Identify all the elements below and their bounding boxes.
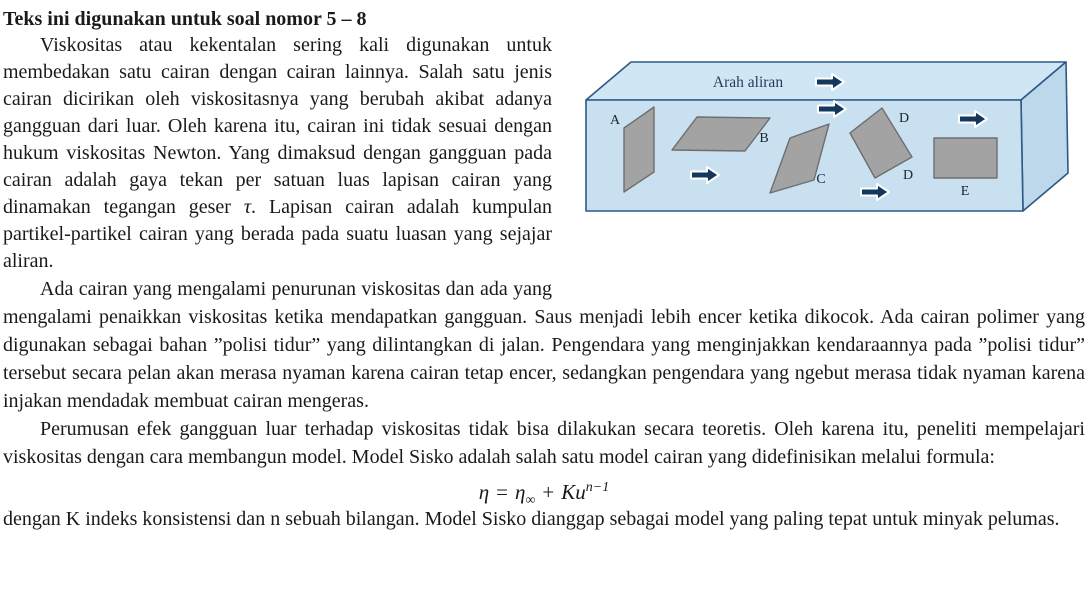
document-heading: Teks ini digunakan untuk soal nomor 5 – 8 — [3, 8, 367, 30]
fluid-flow-diagram — [582, 35, 1085, 217]
sisko-formula — [3, 471, 1085, 509]
formula-plus: + — [542, 480, 555, 504]
flow-direction-label: Arah aliran — [712, 74, 784, 91]
layer-label-a: A — [609, 113, 621, 128]
layer-label-c: C — [816, 172, 826, 187]
paragraph-viscosity-examples: Ada cairan yang mengalami penurunan viskositas dan ada yang mengalami penaikkan viskositas ketika mendapatkan gangguan. Saus menjadi lebih encer ketika dikocok. Ada cairan polimer yang digunakan sebagai bahan ”polisi tidur” yang dilintangkan di jalan. Pengendara yang menginjakkan kendaraannya pada ”polisi tidur” tersebut secara pelan akan merasa nyaman karena cairan tetap encer, sedangkan pengendara yang ngebut merasa tidak nyaman karena injakan mendadak membuat cairan mengeras. — [3, 278, 1085, 412]
layer-label-d-top: D — [898, 111, 910, 126]
tau-symbol: τ — [243, 196, 252, 218]
formula-coefficient: Ku — [561, 480, 586, 504]
formula-equals: = — [496, 480, 509, 504]
formula-infinity-subscript: ∞ — [525, 493, 536, 509]
fluid-layer-e — [934, 138, 997, 178]
paragraph-text: . Lapisan cairan adalah kumpulan partikel-partikel cairan yang berada pada suatu luasan yang sejajar aliran. — [3, 196, 552, 272]
paragraph-text: Viskositas atau kekentalan sering kali digunakan untuk membedakan satu cairan dengan cairan lainnya. Salah satu jenis cairan dicirikan oleh viskositasnya yang berubah akibat adanya gangguan dari luar. Oleh karena itu, cairan ini tidak sesuai dengan hukum viskositas Newton. Yang dimaksud dengan gangguan pada cairan adalah gaya tekan per satuan luas lapisan cairan yang dinamakan tegangan geser — [3, 34, 552, 218]
formula-eta: η — [478, 480, 490, 504]
layer-label-d-bottom: D — [902, 168, 914, 183]
layer-label-e: E — [960, 184, 970, 199]
formula-eta-infinity: η — [515, 480, 526, 504]
paragraph-formula-explanation: dengan K indeks konsistensi dan n sebuah bilangan. Model Sisko dianggap sebagai model yang paling tepat untuk minyak pelumas. — [3, 508, 1060, 530]
paragraph-sisko-model: Perumusan efek gangguan luar terhadap viskositas tidak bisa dilakukan secara teoretis. Oleh karena itu, peneliti mempelajari viskositas dengan cara membangun model. Model Sisko adalah salah satu model cairan yang didefinisikan melalui formula: — [3, 418, 1085, 468]
formula-exponent: n−1 — [585, 480, 610, 495]
layer-label-b: B — [759, 131, 769, 146]
